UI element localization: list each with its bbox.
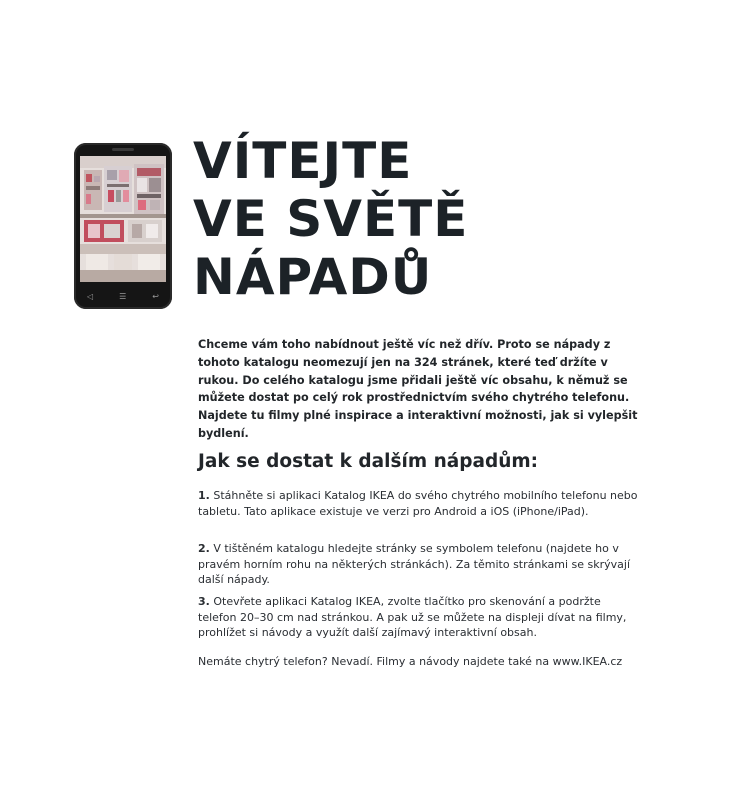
home-icon: ☰ — [119, 292, 127, 301]
intro-paragraph: Chceme vám toho nabídnout ještě víc než dřív. Proto se nápady z tohoto katalogu neomezují jen na 324 stránek, které teď držíte v rukou. Do celého katalogu jsme přidali ještě víc obsahu, k němuž se můžete dostat po celý rok prostřednictvím svého chytrého telefonu. Najdete tu filmy plné inspirace a interaktivní možnosti, jak si vylepšit bydlení. — [198, 338, 638, 440]
phone-speaker — [112, 148, 134, 151]
step-number: 2. — [198, 542, 210, 555]
back-icon: ◁ — [86, 292, 94, 301]
step-text: V tištěném katalogu hledejte stránky se symbolem telefonu (najdete ho v pravém horním rohu na některých stránkách). Za těmito stránkami se skrývají další nápady. — [198, 542, 631, 587]
menu-icon: ↩ — [152, 292, 159, 301]
phone-screen-room-photo — [80, 156, 166, 282]
phone-nav-buttons — [74, 291, 172, 303]
smartphone-illustration — [74, 143, 172, 309]
step-number: 1. — [198, 489, 210, 502]
page-title: VÍTEJTE VE SVĚTĚ NÁPADŮ — [193, 132, 469, 306]
step-3 — [198, 594, 638, 641]
step-text: Stáhněte si aplikaci Katalog IKEA do svého chytrého mobilního telefonu nebo tabletu. Tato aplikace existuje ve verzi pro Android a iOS (iPhone/iPad). — [198, 489, 638, 518]
step-number: 3. — [198, 595, 210, 608]
step-2 — [198, 541, 638, 588]
step-1 — [198, 488, 638, 519]
section-heading: Jak se dostat k dalším nápadům: — [198, 451, 539, 472]
step-text: Otevřete aplikaci Katalog IKEA, zvolte tlačítko pro skenování a podržte telefon 20–30 cm nad stránkou. A pak už se můžete na displeji dívat na filmy, prohlížet si návody a využít další zajímavý interaktivní obsah. — [198, 595, 627, 640]
room-photo-image — [80, 156, 166, 282]
footer-note: Nemáte chytrý telefon? Nevadí. Filmy a návody najdete také na www.IKEA.cz — [198, 655, 623, 668]
